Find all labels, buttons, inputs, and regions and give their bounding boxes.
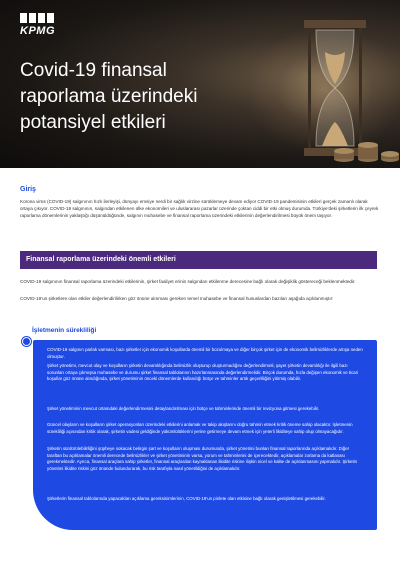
intro-heading: Giriş bbox=[20, 186, 36, 193]
section-paragraph: COVID-19 salgınının finansal raporlama üzerindeki etkilerinin, şirket faaliyet erinin salgından etkilenme derecesine bağlı olarak değişiklik göstereceği beklenmektedir. bbox=[20, 279, 356, 284]
panel-paragraph: Şirket yönetimi, mevcut olay ve koşulların şirketin devamlılığında belirsizlik oluşturup oluşturmadığını değerlendirmeli, şayet şirketin devamlılığı ile ilgili bazı sorunları ortaya çıkmışsa muhasebe ve durumu şirket finansal tablolarının hazırlanmasında değerlendirmelidir. Birçok durumda, hızla değişen ekonomik ve ticari koşullar göz önüne alındığında, şirket yönetiminin önceki dönemlerde kullandığı bütçe ve tahminler artık geçerliliğini yitirmiş olabilir. bbox=[47, 363, 359, 382]
panel-heading: İşletmenin sürekliliği bbox=[32, 327, 97, 334]
section-heading-band: Finansal raporlama üzerindeki önemli etkileri bbox=[20, 251, 377, 269]
panel-paragraph: Şirket yönetiminin mevcut ortamdaki değerlendirmesini detaylandırılması için bütçe ve tahminlerinde önemli bir revizyona gitmesi gerekebilir. bbox=[47, 406, 320, 411]
panel-paragraph: COVID-19 salgının parlak varması, bazı şirketler için ekonomik koşullarda önemli bir bozulmaya ve diğer birçok şirket için de ekonomik belirsizliklerde artışa neden olmuştur. bbox=[47, 347, 363, 359]
panel-paragraph: Şirketin sürdürülebilirliğini şüpheye sokacak belirgin şart ve koşulların oluşması durumunda, şirket yönetimi bunları finansal raporlarında açıklamalıdır. Diğer taraftan bu açıklamalar önemli derecede belirsizlikler ve şirket yönetiminin varsa, yorum ve tahminlerini de içerecektedir, açıklamalar zorlama da katlanası gerekmektedir. Ayrıca, finansal araçlara sahip şirketler, finansal araçlardan kaynaklanan likidite riskine ilişkin nicel ve kalite de açıklanmasını yapmalıdır. Şirketin yönetimi likidite riskini göz önünde bulundurarak, bu risk tarafıyla nasıl yönetildiğini de açıklamalıdır. bbox=[47, 446, 358, 471]
title-line: potansiyel etkileri bbox=[20, 112, 166, 133]
kpmg-logo-icon bbox=[20, 13, 54, 23]
going-concern-panel bbox=[33, 340, 377, 530]
page-title bbox=[20, 58, 240, 136]
title-line: Covid-19 finansal bbox=[20, 60, 167, 81]
intro-paragraph: Korona virüs (COVID-19) salgınının hızlı ilerleyişi, dünyayı emsiye nerdi bir sağlık virzine sürüklemeye devam ediyor COVID-19 pandemisinin etkileri gerçek zamanlı olarak ortaya çıkıyor. COVID-19 salgınının, salgından etkilenen ülke ekonomileri ve uluslararası pazarlar üzerinde çoktan ciddi bir etki olmuş durumda. Türkiye'deki şirketlerin ilk çeyrek raporlama dönemlerinin yaklaştığı düşünüldüğünde, salgının muhasebe ve finansal raporlama üzerindeki etkilerinin değerlendirilmesi büyük önem taşıyor. bbox=[20, 199, 379, 219]
panel-paragraph: Şirketlerin finansal tablolarında yapacakları açıklama gereksinimlerinin, COVID-19'un pinlete olan etkisine bağlı olarak genişletilmesi gerekebilir. bbox=[47, 496, 326, 501]
coins-icon bbox=[332, 135, 400, 165]
logo-text: KPMG bbox=[20, 25, 55, 37]
section-paragraph: COVID-19'un şirketlere olan etkiler değerlendirilirken göz önüne alınması gereken temel muhasebe ve finansal hususlardan bazıları aşağıda açıklanmıştır: bbox=[20, 296, 334, 301]
panel-paragraph: Güncel olayların ve koşulların şirket operasyonları üzerindeki etkilerini anlamak ve takip akışlarını doğru tahmin etmek kritik öneme sahip olacaktır. İşletmenin sürekliliği açısından kritik olarak, şirketin vadesi geldiğinde yükümlülüklerini yerine getirmeye devam etmek için yeterli likiditeye sahip olup olmayacağıdır. bbox=[47, 422, 353, 434]
panel-bullet-dot bbox=[22, 337, 31, 346]
title-line: raporlama üzerindeki bbox=[20, 86, 198, 107]
hero-banner bbox=[0, 0, 400, 168]
